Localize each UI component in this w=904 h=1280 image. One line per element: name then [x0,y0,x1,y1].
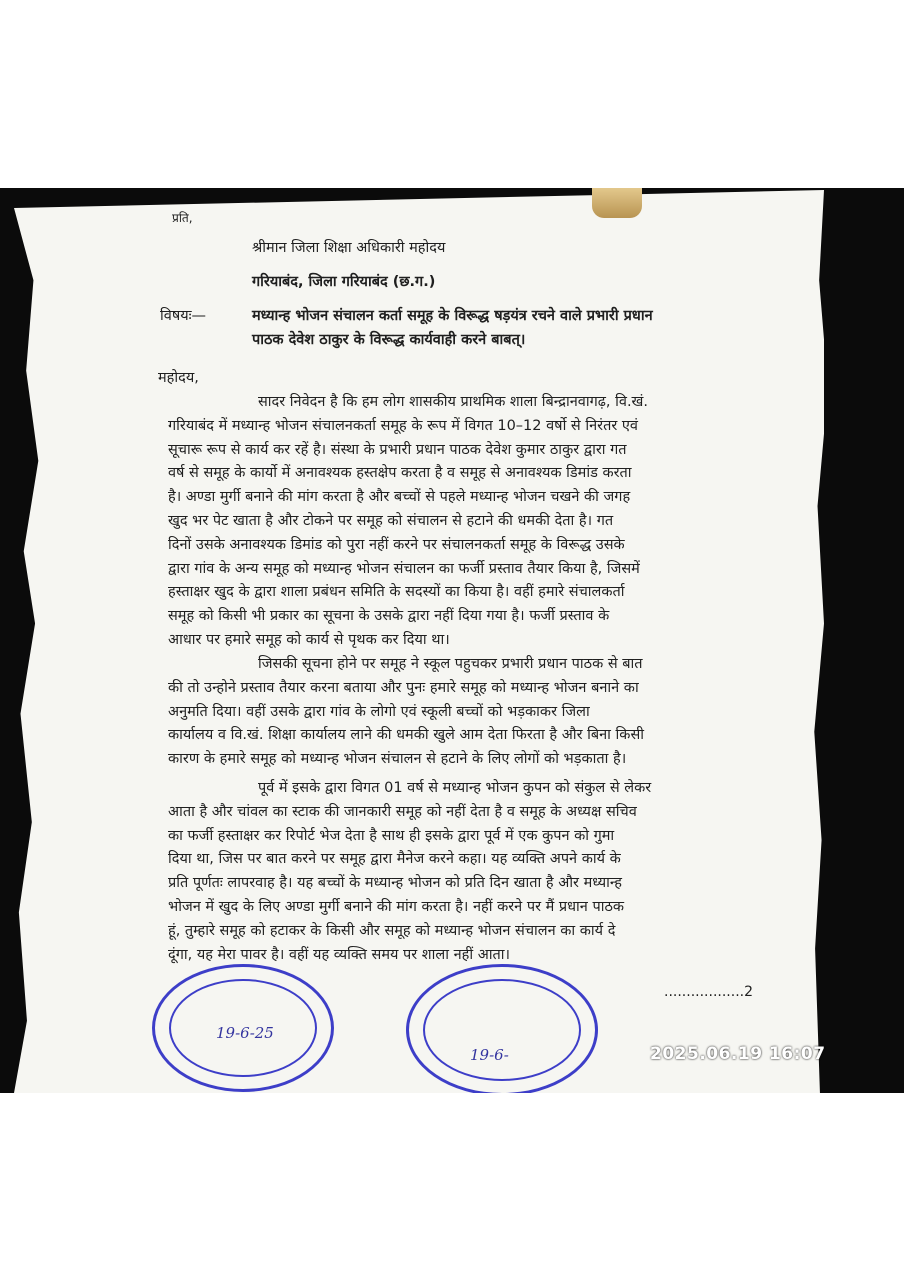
para3-line: पूर्व में इसके द्वारा विगत 01 वर्ष से मध्यान्ह भोजन कुपन को संकुल से लेकर [258,780,652,796]
para1-line: सादर निवेदन है कि हम लोग शासकीय प्राथमिक शाला बिन्द्रानवागढ़, वि.खं. [258,394,649,410]
dark-edge [864,188,904,1093]
block-office-seal [406,964,598,1093]
para1-line: आधार पर हमारे समूह को कार्य से पृथक कर दिया था। [168,632,450,648]
binder-clip [592,188,642,218]
para1-line: गरियाबंद में मध्यान्ह भोजन संचालनकर्ता समूह के रूप में विगत 10–12 वर्षो से निरंतर एवं [168,417,638,434]
para1-line: दिनों उसके अनावश्यक डिमांड को पुरा नहीं करने पर संचालनकर्ता समूह के विरूद्ध उसके [168,536,625,553]
document-photo [0,188,904,1093]
prati-label: प्रति, [172,211,193,225]
para1-line: सूचारू रूप से कार्य कर रहें है। संस्था के प्रभारी प्रधान पाठक देवेश कुमार ठाकुर द्वारा गत [168,441,627,458]
left-seal-date: 19-6-25 [216,1024,274,1042]
para1-line: है। अण्डा मुर्गी बनाने की मांग करता है और बच्चों से पहले मध्यान्ह भोजन चखने की जगह [168,489,631,506]
para1-line: खुद भर पेट खाता है और टोकने पर समूह को संचालन से हटाने की धमकी देता है। गत [168,513,614,529]
addressee-line-1: श्रीमान जिला शिक्षा अधिकारी महोदय [252,240,446,256]
para2-line: कार्यालय व वि.खं. शिक्षा कार्यालय लाने की धमकी खुले आम देता फिरता है और बिना किसी [168,727,645,744]
para3-line: भोजन में खुद के लिए अण्डा मुर्गी बनाने की मांग करता है। नहीं करने पर मैं प्रधान पाठक [168,899,625,915]
para2-line: जिसकी सूचना होने पर समूह ने स्कूल पहुचकर प्रभारी प्रधान पाठक से बात [258,656,643,672]
para3-line: प्रति पूर्णतः लापरवाह है। यह बच्चों के मध्यान्ह भोजन को प्रति दिन खाता है और मध्यान्ह [168,875,622,892]
para3-line: हूं, तुम्हारे समूह को हटाकर के किसी और समूह को मध्यान्ह भोजन संचालन का कार्य दे [168,922,616,939]
subject-label: विषयः— [160,308,207,324]
para1-line: वर्ष से समूह के कार्यो में अनावश्यक हस्तक्षेप करता है व समूह से अनावश्यक डिमांड करता [168,465,632,482]
page-marker: ..................2 [664,984,754,1000]
salutation: महोदय, [158,370,199,386]
para1-line: हस्ताक्षर खुद के द्वारा शाला प्रबंधन समिति के सदस्यों का किया है। वहीं हमारे संचालकर्ता [168,584,625,601]
para2-line: कारण के हमारे समूह को मध्यान्ह भोजन संचालन से हटाने के लिए लोगों को भड़काता है। [168,751,627,768]
addressee-line-2: गरियाबंद, जिला गरियाबंद (छ.ग.) [252,274,436,290]
para3-line: दिया था, जिस पर बात करने पर समूह द्वारा मैनेज करने कहा। यह व्यक्ति अपने कार्य के [168,851,621,868]
block-office-seal-ring [423,979,581,1081]
photo-timestamp: 2025.06.19 16:07 [650,1044,826,1064]
subject-line-1: मध्यान्ह भोजन संचालन कर्ता समूह के विरूद्ध षड़यंत्र रचने वाले प्रभारी प्रधान [252,308,653,324]
right-seal-date: 19-6- [470,1046,509,1064]
para2-line: की तो उन्होने प्रस्ताव तैयार करना बताया और पुनः हमारे समूह को मध्यान्ह भोजन बनाने का [168,679,639,696]
para1-line: समूह को किसी भी प्रकार का सूचना के उसके द्वारा नहीं दिया गया है। फर्जी प्रस्ताव के [168,608,610,625]
para1-line: द्वारा गांव के अन्य समूह को मध्यान्ह भोजन संचालन का फर्जी प्रस्ताव तैयार किया है, जिसमें [168,560,640,577]
para3-line: आता है और चांवल का स्टाक की जानकारी समूह को नहीं देता है व समूह के अध्यक्ष सचिव [168,803,637,820]
para3-line: का फर्जी हस्ताक्षर कर रिपोर्ट भेज देता है साथ ही इसके द्वारा पूर्व में एक कुपन को गुमा [168,827,615,844]
para3-line: दूंगा, यह मेरा पावर है। वहीं यह व्यक्ति समय पर शाला नहीं आता। [168,946,511,963]
para2-line: अनुमति दिया। वहीं उसके द्वारा गांव के लोगो एवं स्कूली बच्चों को भड़काकर जिला [168,703,590,720]
subject-line-2: पाठक देवेश ठाकुर के विरूद्ध कार्यवाही करने बाबत्। [252,332,526,348]
